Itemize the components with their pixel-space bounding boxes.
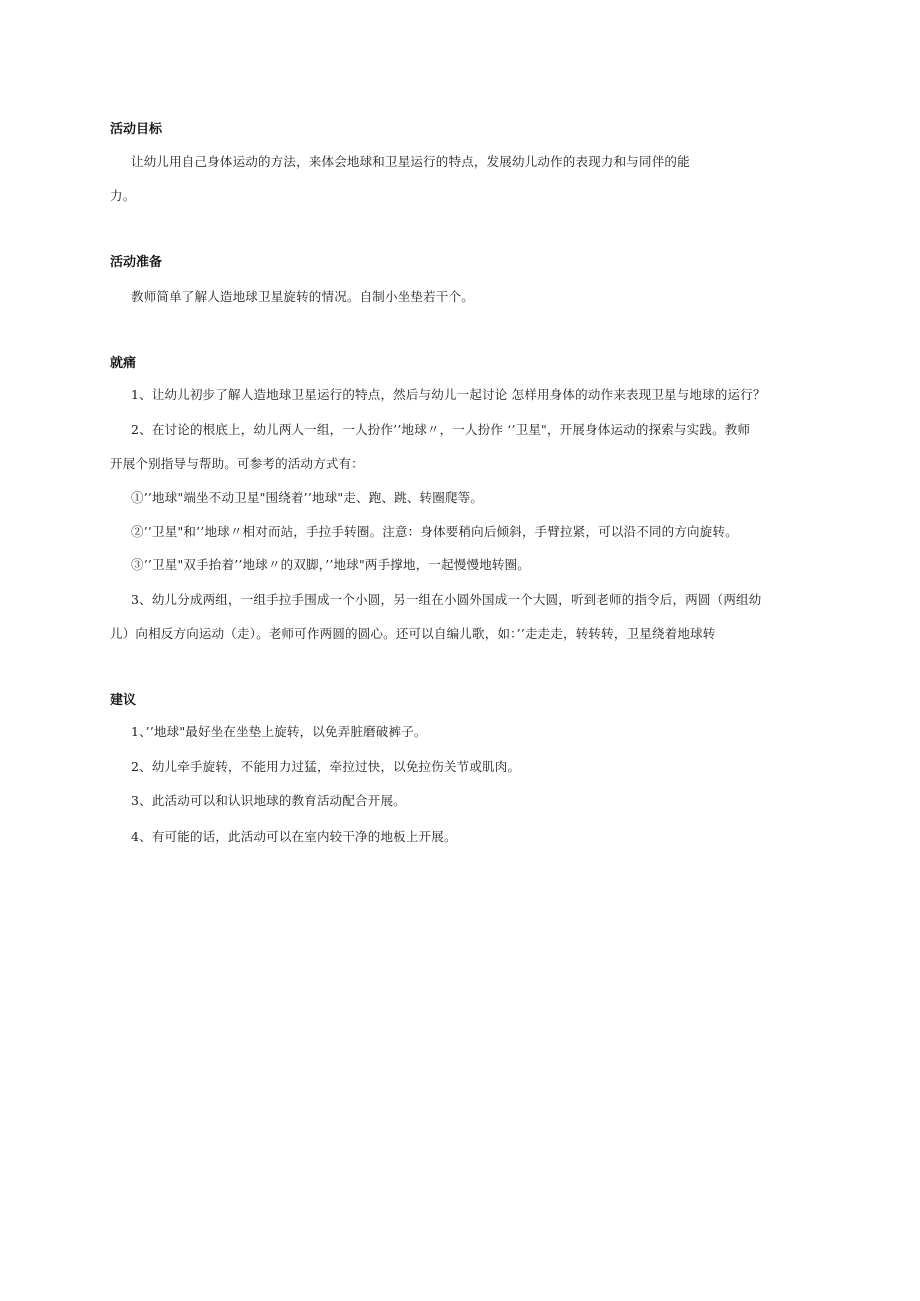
process-line-8: 儿）向相反方向运动（走）。老师可作两圆的圆心。还可以自编儿歌，如：’’走走走，转转转，卫星绕着地球转 [110,626,716,641]
process-line-4: ①’’地球"端坐不动卫星"围绕着’’地球"走、跑、跳、转圈爬等。 [131,490,484,505]
process-line-3: 开展个别指导与帮助。可参考的活动方式有： [110,456,365,471]
process-line-2: 2、在讨论的根底上，幼儿两人一组，一人扮作’’地球〃，一人扮作 ‘’卫星"，开展身体运动的探索与实践。教师 [131,422,751,437]
prep-line-1: 教师简单了解人造地球卫星旋转的情况。自制小坐垫若干个。 [131,289,474,304]
advice-line-4: 4、有可能的话，此活动可以在室内较干净的地板上开展。 [131,829,457,844]
section-heading-prep: 活动准备 [110,255,163,270]
process-line-1: 1、让幼儿初步了解人造地球卫星运行的特点，然后与幼儿一起讨论 怎样用身体的动作来表现卫星与地球的运行？ [131,387,766,402]
section-heading-process: 就痛 [110,356,137,371]
goal-line-2: 力。 [110,188,136,203]
process-line-5: ②’’卫星"和’’地球〃相对而站，手拉手转圈。注意：身体要稍向后倾斜，手臂拉紧，可以沿不同的方向旋转。 [131,524,738,539]
process-line-6: ③’’卫星"双手抬着’’地球〃的双脚，’’地球"两手撑地，一起慢慢地转圈。 [131,557,530,572]
advice-line-3: 3、此活动可以和认识地球的教育活动配合开展。 [131,793,406,808]
goal-line-1: 让幼儿用自己身体运动的方法，来体会地球和卫星运行的特点，发展幼儿动作的表现力和与同伴的能 [131,154,690,169]
section-heading-goal: 活动目标 [110,122,163,137]
advice-line-1: 1、’’地球"最好坐在坐垫上旋转，以免弄脏磨破裤子。 [131,724,427,739]
advice-line-2: 2、幼儿牵手旋转，不能用力过猛，牵拉过快，以免拉伤关节或肌肉。 [131,759,521,774]
section-heading-advice: 建议 [110,693,137,708]
process-line-7: 3、幼儿分成两组，一组手拉手围成一个小圆，另一组在小圆外国成一个大圆，听到老师的指令后，两圆（两组幼 [131,592,762,607]
